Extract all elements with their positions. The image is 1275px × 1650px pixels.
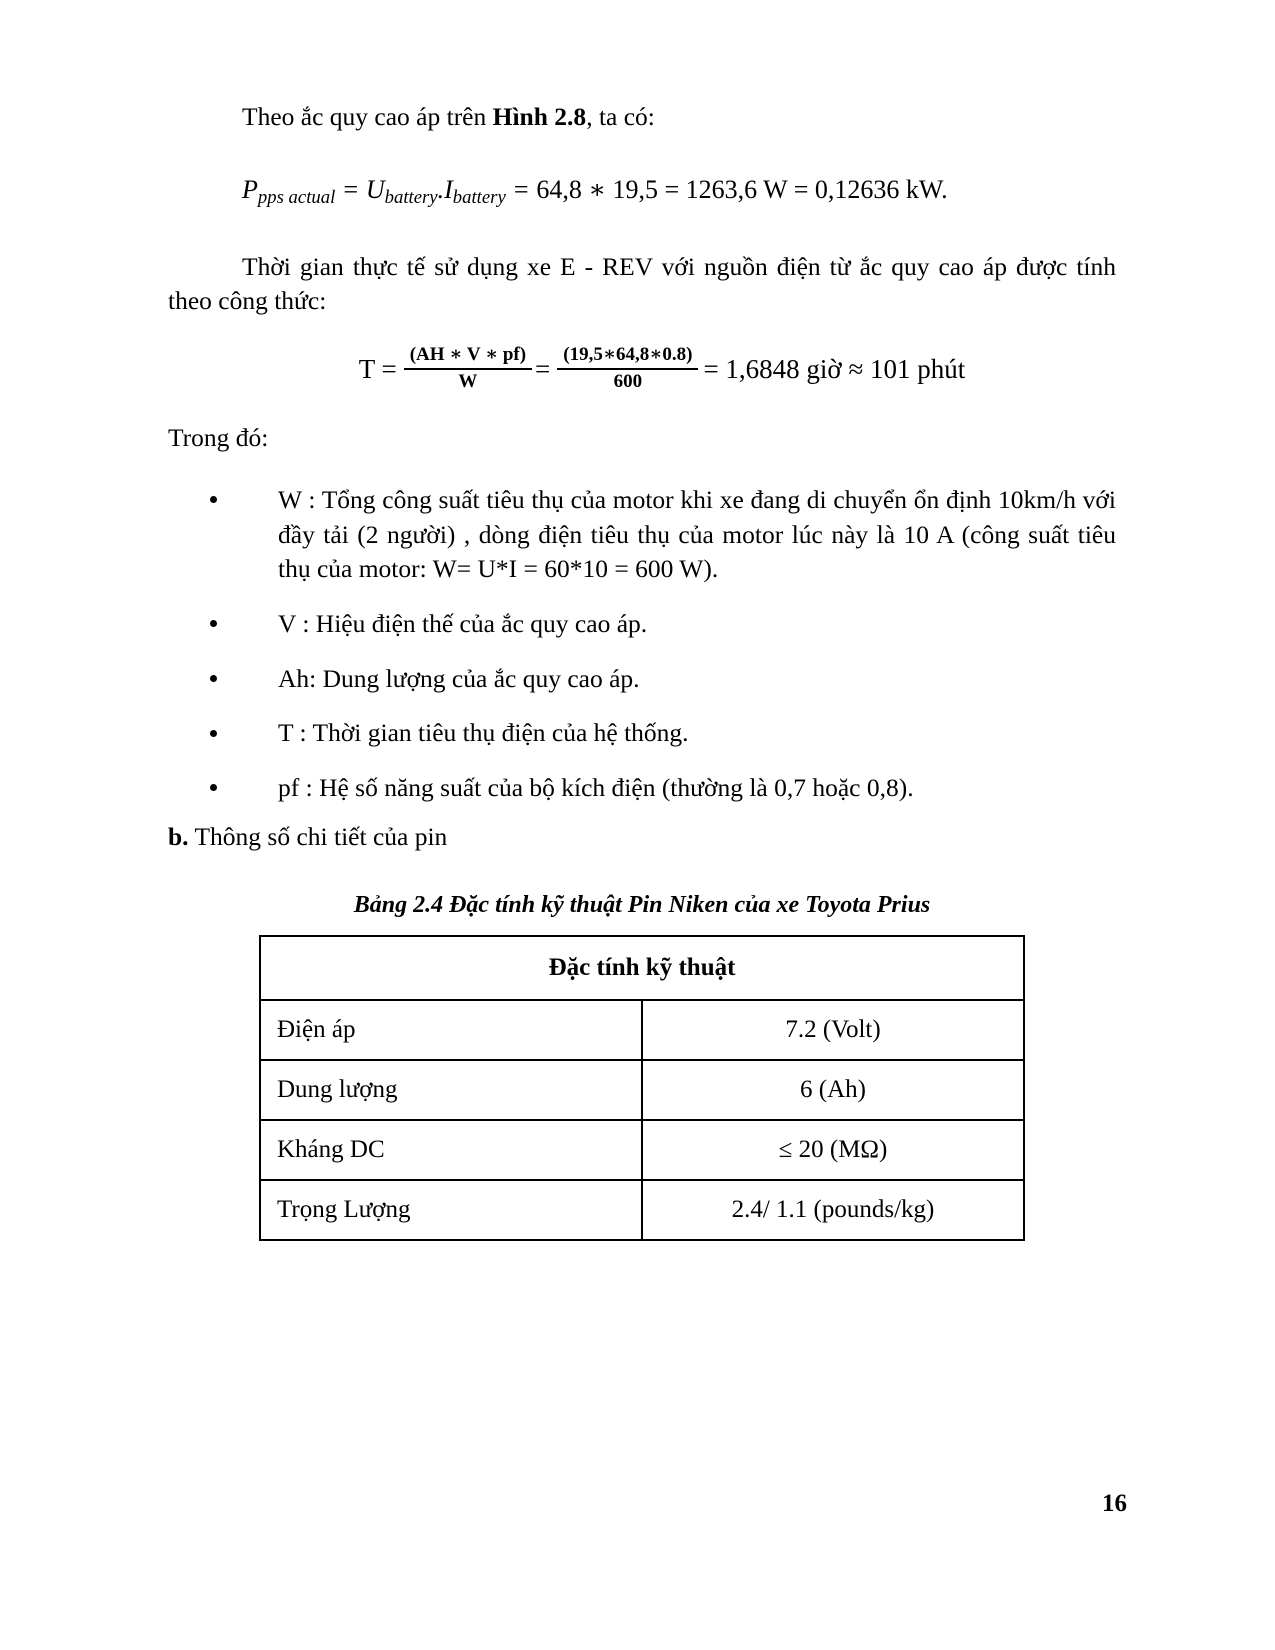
- i-subscript: battery: [452, 187, 506, 209]
- section-title: Thông số chi tiết của pin: [188, 821, 448, 851]
- multiply-dot: .: [437, 174, 445, 204]
- list-item: [168, 716, 1116, 751]
- table-cell-value: 2.4/ 1.1 (pounds/kg): [642, 1180, 1024, 1240]
- lead-paragraph-pre: Theo ắc quy cao áp trên: [242, 102, 493, 131]
- time-paragraph: Thời gian thực tế sử dụng xe E - REV với nguồn điện từ ắc quy cao áp được tính theo công thức:: [168, 251, 1116, 315]
- p-symbol: P: [242, 174, 258, 204]
- list-item: [168, 483, 1116, 587]
- bullet-icon: [210, 496, 217, 503]
- power-formula: [168, 174, 1116, 210]
- u-symbol: U: [365, 174, 385, 204]
- list-item-text: V : Hiệu điện thế của ắc quy cao áp.: [278, 609, 648, 639]
- u-subscript: battery: [384, 187, 438, 209]
- list-item-text: pf : Hệ số năng suất của bộ kích điện (thường là 0,7 hoặc 0,8).: [278, 773, 914, 803]
- fraction-two: [557, 345, 698, 393]
- figure-reference: Hình 2.8: [492, 102, 587, 131]
- time-formula: [168, 345, 1116, 393]
- fraction-one-denominator: W: [404, 368, 532, 393]
- table-cell-value: ≤ 20 (MΩ): [642, 1120, 1024, 1180]
- list-item: [168, 662, 1116, 697]
- time-formula-result: = 1,6848 giờ ≈ 101 phút: [703, 353, 966, 384]
- table-cell-value: 7.2 (Volt): [642, 1000, 1024, 1060]
- list-item: [168, 771, 1116, 806]
- section-label: b.: [168, 821, 189, 851]
- table-cell-label: Trọng Lượng: [260, 1180, 642, 1240]
- i-symbol: I: [444, 174, 453, 204]
- list-item: [168, 607, 1116, 642]
- lead-paragraph: [168, 100, 1116, 134]
- table-row: [260, 1120, 1024, 1180]
- table-row: [260, 1180, 1024, 1240]
- bullet-icon: [210, 620, 217, 627]
- bullet-icon: [210, 675, 217, 682]
- fraction-one: [404, 345, 532, 393]
- bullet-icon: [210, 784, 217, 791]
- table-cell-label: Kháng DC: [260, 1120, 642, 1180]
- lead-paragraph-post: , ta có:: [586, 102, 655, 131]
- page-number: 16: [1102, 1490, 1127, 1517]
- time-formula-lhs: T =: [358, 353, 397, 384]
- bullet-icon: [210, 730, 217, 737]
- fraction-two-numerator: (19,5∗64,8∗0.8): [563, 344, 693, 366]
- power-values: 64,8 ∗ 19,5 = 1263,6 W = 0,12636 kW.: [536, 174, 948, 204]
- equals-2: =: [505, 174, 537, 204]
- definition-list: [168, 483, 1116, 806]
- section-heading-b: [168, 822, 1116, 852]
- table-row: [260, 1000, 1024, 1060]
- table-header-row: [260, 936, 1024, 1000]
- page-content: [168, 100, 1116, 1241]
- equals-middle: =: [535, 353, 551, 384]
- table-cell-label: Dung lượng: [260, 1060, 642, 1120]
- fraction-two-denominator: 600: [557, 368, 698, 393]
- list-item-text: T : Thời gian tiêu thụ điện của hệ thống.: [278, 718, 689, 748]
- equals-1: =: [335, 174, 366, 204]
- table-cell-value: 6 (Ah): [642, 1060, 1024, 1120]
- where-label: Trong đó:: [168, 423, 269, 453]
- list-item-text: Ah: Dung lượng của ắc quy cao áp.: [278, 663, 640, 693]
- p-subscript: pps actual: [257, 187, 336, 209]
- list-item-text: W : Tổng công suất tiêu thụ của motor khi xe đang di chuyển ổn định 10km/h với đầy tải (2 người) , dòng điện tiêu thụ của motor lúc này là 10 A (công suất tiêu thụ của motor: W= U*I = 60*10 = 600 W).: [278, 485, 1116, 584]
- table-row: [260, 1060, 1024, 1120]
- table-caption: Bảng 2.4 Đặc tính kỹ thuật Pin Niken của xe Toyota Prius: [353, 891, 931, 918]
- fraction-one-numerator: (AH ∗ V ∗ pf): [409, 344, 527, 366]
- table-header-cell: Đặc tính kỹ thuật: [260, 936, 1024, 1000]
- spec-table: [259, 935, 1025, 1241]
- table-cell-label: Điện áp: [260, 1000, 642, 1060]
